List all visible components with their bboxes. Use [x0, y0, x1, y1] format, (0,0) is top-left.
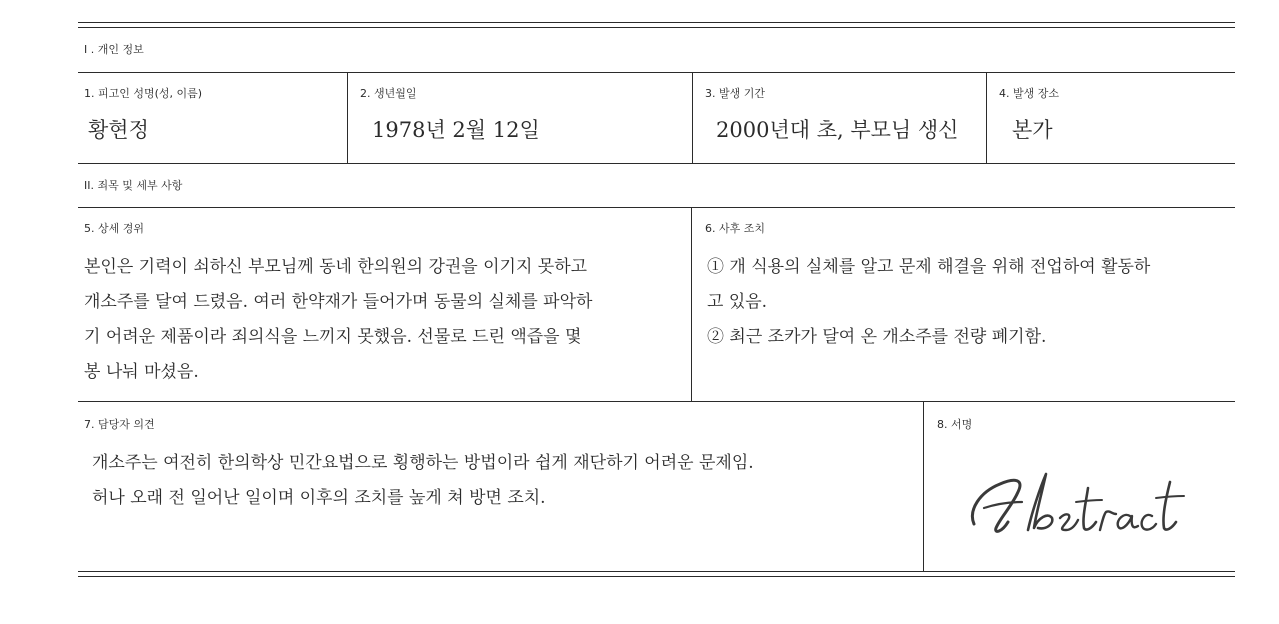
name-value: 황현정	[88, 118, 149, 142]
details-rule	[78, 401, 1235, 402]
dob-value: 1978년 2월 12일	[372, 118, 540, 142]
opinion-text	[92, 446, 754, 516]
section2-rule	[78, 207, 1235, 208]
details-text	[84, 250, 592, 390]
bottom-rule-2	[78, 576, 1235, 577]
place-value: 본가	[1012, 118, 1053, 142]
info-divider-3	[986, 72, 987, 164]
section1-title: I . 개인 정보	[84, 43, 144, 56]
followup-line: ② 최근 조카가 달여 온 개소주를 전량 폐기함.	[707, 327, 1047, 347]
dob-label: 2. 생년월일	[360, 87, 417, 100]
section1-rule	[78, 72, 1235, 73]
opinion-label: 7. 담당자 의견	[84, 418, 155, 431]
name-label: 1. 피고인 성명(성, 이름)	[84, 87, 203, 100]
top-rule-1	[78, 22, 1235, 23]
top-rule-2	[78, 27, 1235, 28]
info-divider-1	[347, 72, 348, 164]
followup-text	[707, 250, 1150, 355]
details-line: 본인은 기력이 쇠하신 부모님께 동네 한의원의 강권을 이기지 못하고	[84, 257, 588, 277]
details-line: 봉 나눠 마셨음.	[84, 362, 199, 382]
opinion-line: 허나 오래 전 일어난 일이며 이후의 조치를 높게 쳐 방면 조치.	[92, 488, 546, 508]
details-divider	[691, 207, 692, 402]
period-value: 2000년대 초, 부모님 생신	[716, 118, 959, 142]
followup-line: 고 있음.	[707, 292, 768, 312]
signature-label: 8. 서명	[937, 418, 973, 431]
info-rule	[78, 163, 1235, 164]
opinion-line: 개소주는 여전히 한의학상 민간요법으로 횡행하는 방법이라 쉽게 재단하기 어려운 문제임.	[92, 453, 754, 473]
section2-title: II. 죄목 및 세부 사항	[84, 179, 183, 192]
signature-image	[966, 462, 1206, 542]
followup-label: 6. 사후 조치	[705, 222, 765, 235]
info-divider-2	[692, 72, 693, 164]
details-line: 기 어려운 제품이라 죄의식을 느끼지 못했음. 선물로 드린 액즙을 몇	[84, 327, 582, 347]
details-label: 5. 상세 경위	[84, 222, 144, 235]
followup-line: ① 개 식용의 실체를 알고 문제 해결을 위해 전업하여 활동하	[707, 257, 1151, 277]
opinion-divider	[923, 401, 924, 571]
bottom-rule-1	[78, 571, 1235, 572]
period-label: 3. 발생 기간	[705, 87, 765, 100]
place-label: 4. 발생 장소	[999, 87, 1059, 100]
details-line: 개소주를 달여 드렸음. 여러 한약재가 들어가며 동물의 실체를 파악하	[84, 292, 593, 312]
